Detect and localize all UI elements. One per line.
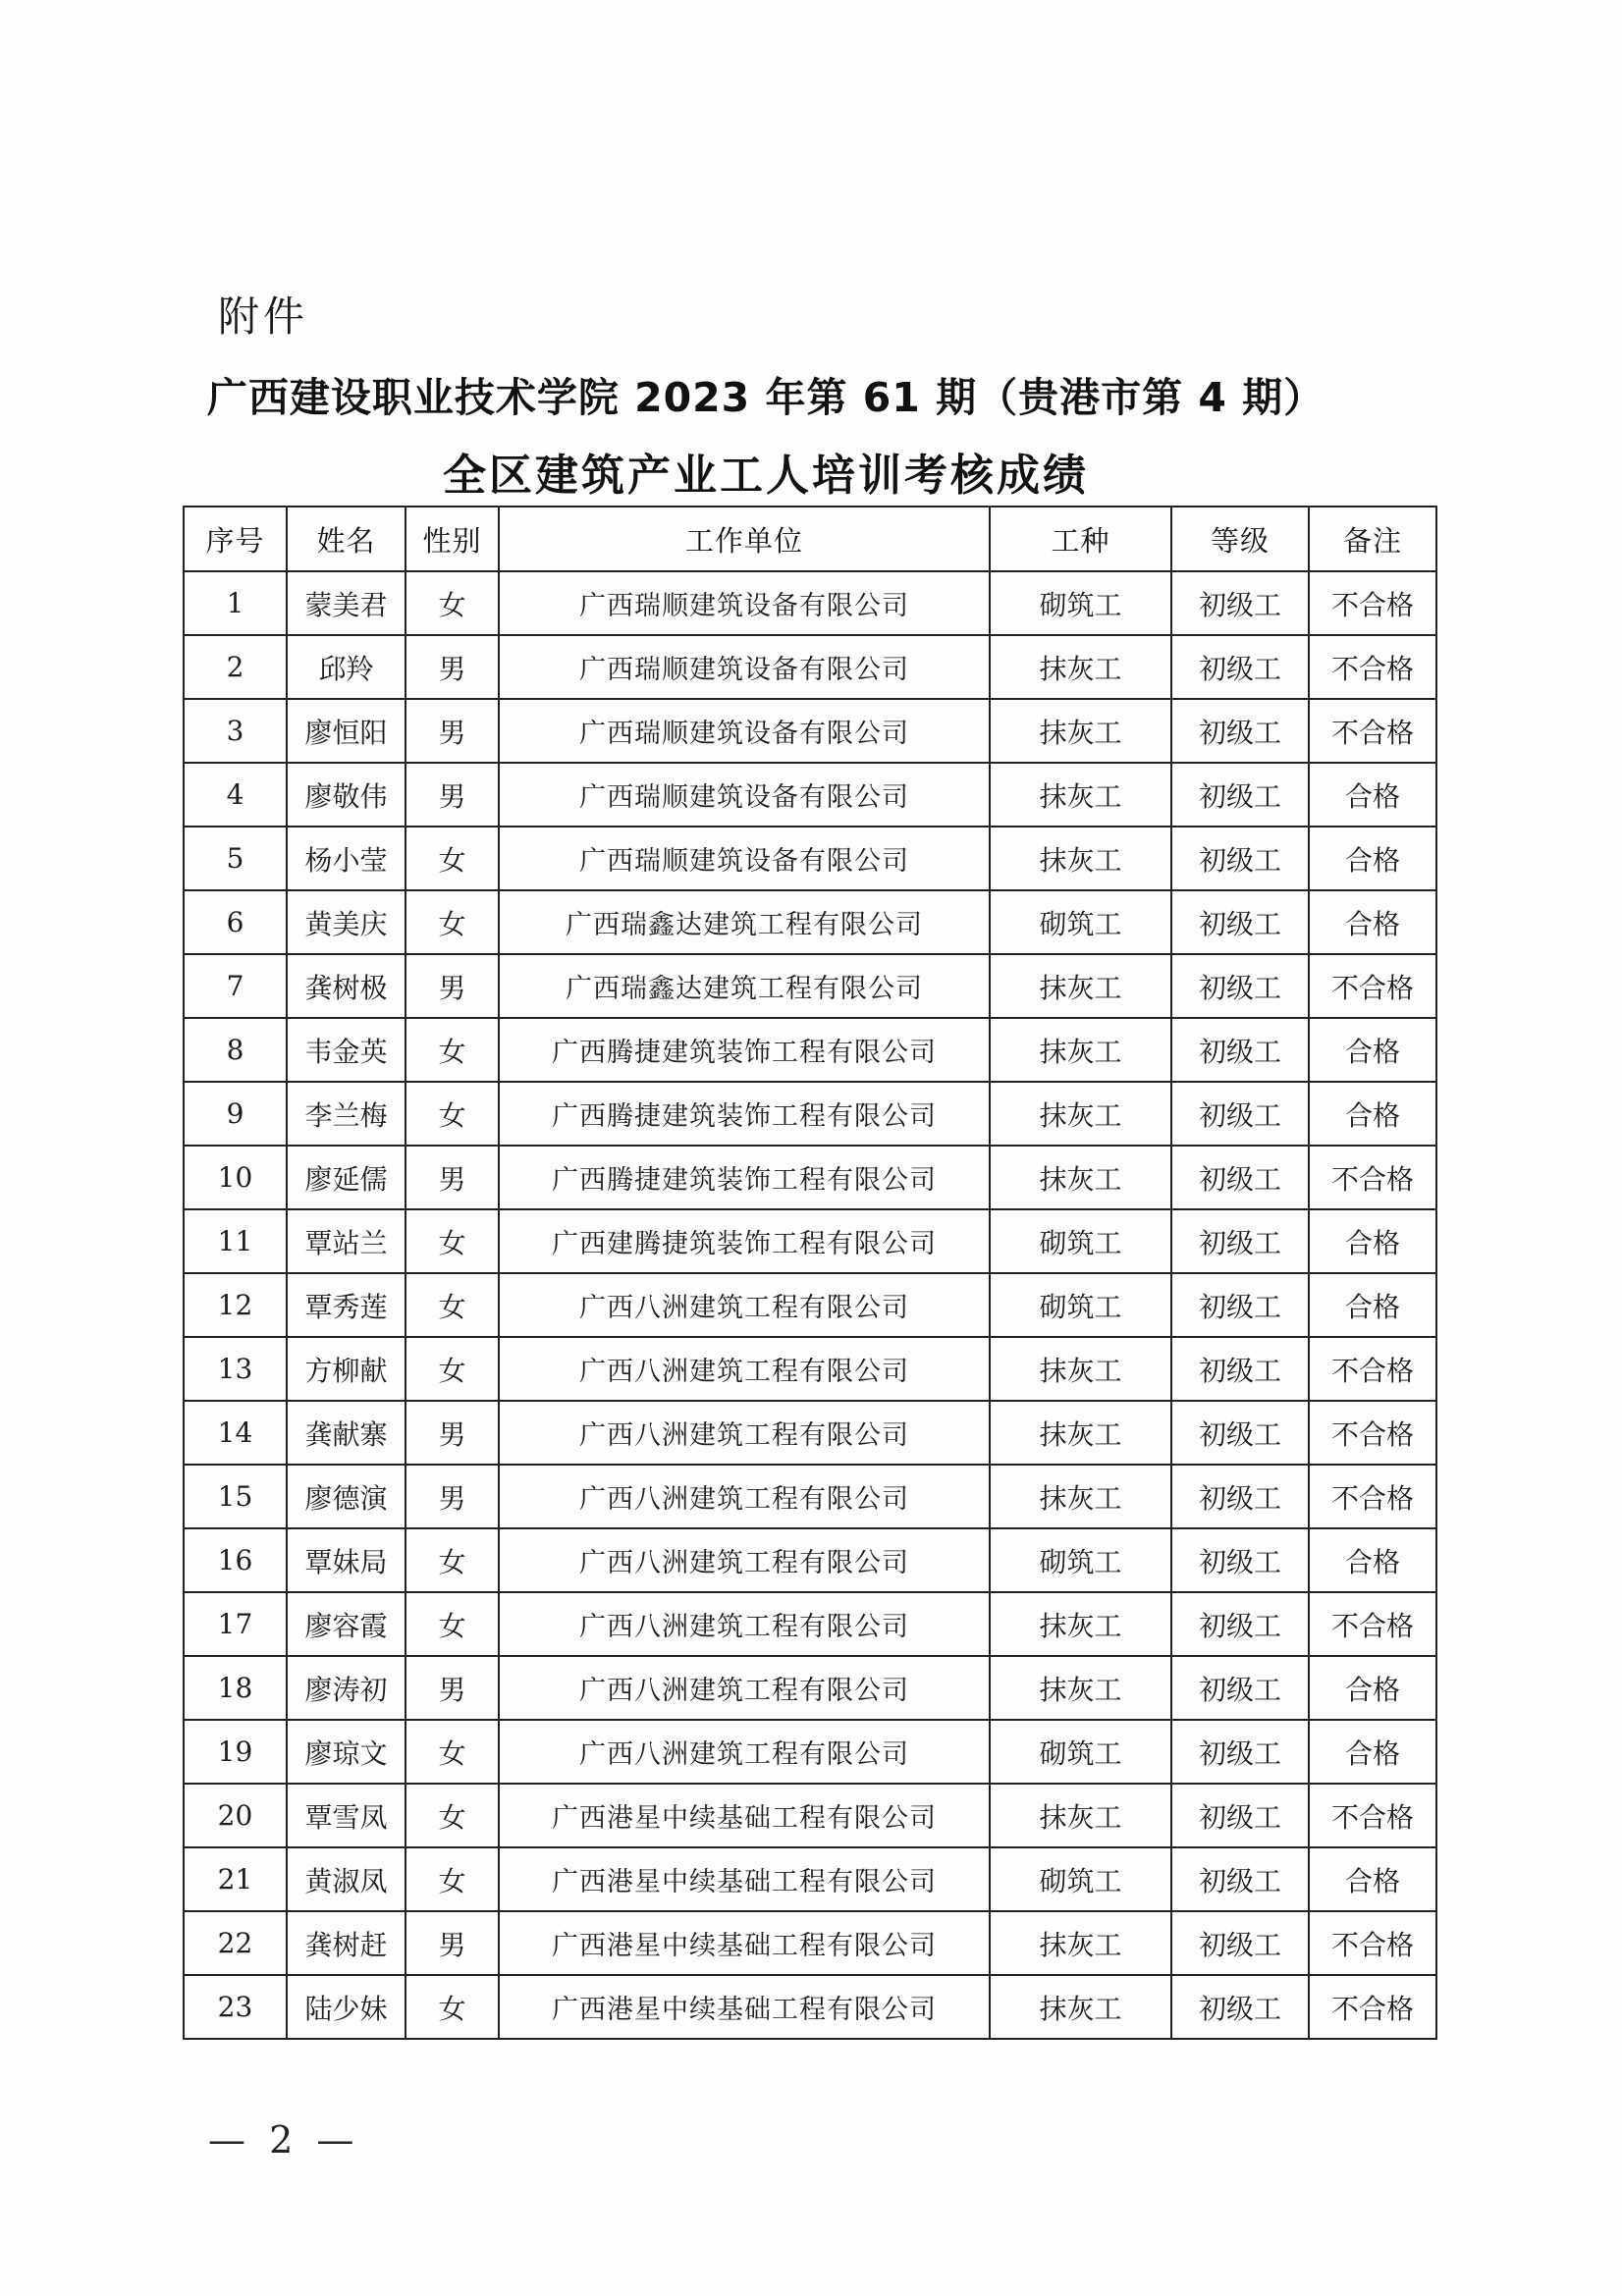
cell-remark: 不合格	[1309, 1784, 1436, 1847]
cell-level: 初级工	[1171, 827, 1309, 890]
table-row	[184, 1146, 1436, 1209]
cell-level: 初级工	[1171, 1401, 1309, 1465]
cell-trade: 抹灰工	[990, 1784, 1171, 1847]
cell-trade: 抹灰工	[990, 1465, 1171, 1528]
cell-company: 广西八洲建筑工程有限公司	[499, 1401, 990, 1465]
table-row	[184, 1273, 1436, 1337]
cell-serial: 21	[184, 1847, 287, 1911]
cell-gender: 男	[406, 1401, 499, 1465]
cell-trade: 抹灰工	[990, 827, 1171, 890]
table-row	[184, 1784, 1436, 1847]
cell-trade: 抹灰工	[990, 635, 1171, 699]
cell-gender: 女	[406, 1082, 499, 1146]
cell-gender: 男	[406, 1465, 499, 1528]
cell-trade: 抹灰工	[990, 1592, 1171, 1656]
cell-remark: 合格	[1309, 1720, 1436, 1784]
header-name: 姓名	[287, 507, 406, 571]
table-row	[184, 1528, 1436, 1592]
cell-remark: 不合格	[1309, 1337, 1436, 1401]
cell-gender: 女	[406, 1209, 499, 1273]
cell-remark: 不合格	[1309, 1465, 1436, 1528]
cell-serial: 19	[184, 1720, 287, 1784]
cell-trade: 抹灰工	[990, 1146, 1171, 1209]
cell-serial: 4	[184, 763, 287, 827]
cell-serial: 11	[184, 1209, 287, 1273]
cell-serial: 20	[184, 1784, 287, 1847]
cell-trade: 抹灰工	[990, 1337, 1171, 1401]
table-row	[184, 1656, 1436, 1720]
cell-company: 广西腾捷建筑装饰工程有限公司	[499, 1018, 990, 1082]
cell-gender: 男	[406, 1656, 499, 1720]
cell-gender: 男	[406, 1911, 499, 1975]
table-row	[184, 1337, 1436, 1401]
cell-level: 初级工	[1171, 1018, 1309, 1082]
cell-remark: 不合格	[1309, 1401, 1436, 1465]
cell-trade: 砌筑工	[990, 1273, 1171, 1337]
table-row	[184, 1975, 1436, 2039]
attachment-label: 附件	[218, 293, 309, 341]
cell-remark: 合格	[1309, 1082, 1436, 1146]
cell-remark: 不合格	[1309, 954, 1436, 1018]
cell-level: 初级工	[1171, 1656, 1309, 1720]
cell-name: 陆少妹	[287, 1975, 406, 2039]
cell-company: 广西八洲建筑工程有限公司	[499, 1465, 990, 1528]
cell-gender: 女	[406, 890, 499, 954]
cell-serial: 17	[184, 1592, 287, 1656]
cell-name: 廖延儒	[287, 1146, 406, 1209]
table-row	[184, 571, 1436, 635]
cell-gender: 女	[406, 1528, 499, 1592]
table-row	[184, 699, 1436, 763]
cell-trade: 砌筑工	[990, 1720, 1171, 1784]
cell-name: 廖涛初	[287, 1656, 406, 1720]
cell-level: 初级工	[1171, 763, 1309, 827]
header-gender: 性别	[406, 507, 499, 571]
cell-remark: 合格	[1309, 1847, 1436, 1911]
table-row	[184, 1720, 1436, 1784]
cell-level: 初级工	[1171, 890, 1309, 954]
cell-name: 方柳献	[287, 1337, 406, 1401]
cell-gender: 男	[406, 763, 499, 827]
cell-remark: 合格	[1309, 763, 1436, 827]
header-remark: 备注	[1309, 507, 1436, 571]
cell-remark: 合格	[1309, 1209, 1436, 1273]
cell-name: 覃站兰	[287, 1209, 406, 1273]
cell-trade: 抹灰工	[990, 699, 1171, 763]
cell-serial: 18	[184, 1656, 287, 1720]
table-row	[184, 954, 1436, 1018]
cell-level: 初级工	[1171, 571, 1309, 635]
cell-serial: 2	[184, 635, 287, 699]
cell-serial: 1	[184, 571, 287, 635]
cell-name: 龚树极	[287, 954, 406, 1018]
cell-serial: 16	[184, 1528, 287, 1592]
cell-trade: 砌筑工	[990, 571, 1171, 635]
cell-gender: 女	[406, 1018, 499, 1082]
cell-serial: 13	[184, 1337, 287, 1401]
cell-company: 广西瑞鑫达建筑工程有限公司	[499, 890, 990, 954]
cell-name: 龚树赶	[287, 1911, 406, 1975]
table-body	[184, 571, 1436, 2039]
cell-gender: 女	[406, 571, 499, 635]
cell-level: 初级工	[1171, 1847, 1309, 1911]
cell-level: 初级工	[1171, 1720, 1309, 1784]
cell-company: 广西港星中续基础工程有限公司	[499, 1975, 990, 2039]
cell-name: 覃雪凤	[287, 1784, 406, 1847]
cell-serial: 14	[184, 1401, 287, 1465]
cell-serial: 15	[184, 1465, 287, 1528]
table-header-row	[184, 507, 1436, 571]
cell-gender: 女	[406, 1784, 499, 1847]
cell-gender: 女	[406, 827, 499, 890]
cell-level: 初级工	[1171, 1337, 1309, 1401]
cell-remark: 合格	[1309, 1656, 1436, 1720]
cell-gender: 男	[406, 1146, 499, 1209]
cell-remark: 合格	[1309, 1018, 1436, 1082]
cell-company: 广西腾捷建筑装饰工程有限公司	[499, 1082, 990, 1146]
cell-gender: 女	[406, 1273, 499, 1337]
cell-level: 初级工	[1171, 635, 1309, 699]
cell-gender: 女	[406, 1592, 499, 1656]
page-number: — 2 —	[208, 2118, 360, 2162]
cell-company: 广西建腾捷筑装饰工程有限公司	[499, 1209, 990, 1273]
cell-trade: 砌筑工	[990, 1528, 1171, 1592]
cell-company: 广西腾捷建筑装饰工程有限公司	[499, 1146, 990, 1209]
cell-trade: 抹灰工	[990, 763, 1171, 827]
cell-company: 广西港星中续基础工程有限公司	[499, 1911, 990, 1975]
cell-level: 初级工	[1171, 954, 1309, 1018]
cell-company: 广西八洲建筑工程有限公司	[499, 1528, 990, 1592]
cell-gender: 女	[406, 1847, 499, 1911]
cell-trade: 砌筑工	[990, 1209, 1171, 1273]
score-table	[183, 506, 1437, 2040]
cell-name: 蒙美君	[287, 571, 406, 635]
cell-gender: 女	[406, 1337, 499, 1401]
cell-name: 黄美庆	[287, 890, 406, 954]
cell-level: 初级工	[1171, 1528, 1309, 1592]
cell-company: 广西八洲建筑工程有限公司	[499, 1656, 990, 1720]
table-row	[184, 635, 1436, 699]
cell-serial: 22	[184, 1911, 287, 1975]
cell-serial: 5	[184, 827, 287, 890]
cell-serial: 10	[184, 1146, 287, 1209]
cell-trade: 抹灰工	[990, 954, 1171, 1018]
cell-name: 廖恒阳	[287, 699, 406, 763]
table-row	[184, 1018, 1436, 1082]
cell-name: 廖德演	[287, 1465, 406, 1528]
cell-trade: 抹灰工	[990, 1082, 1171, 1146]
cell-company: 广西瑞顺建筑设备有限公司	[499, 699, 990, 763]
header-level: 等级	[1171, 507, 1309, 571]
cell-trade: 砌筑工	[990, 890, 1171, 954]
cell-company: 广西瑞鑫达建筑工程有限公司	[499, 954, 990, 1018]
header-trade: 工种	[990, 507, 1171, 571]
cell-company: 广西八洲建筑工程有限公司	[499, 1273, 990, 1337]
cell-level: 初级工	[1171, 1975, 1309, 2039]
cell-name: 廖敬伟	[287, 763, 406, 827]
cell-remark: 不合格	[1309, 1592, 1436, 1656]
table-row	[184, 1592, 1436, 1656]
document-title-line2: 全区建筑产业工人培训考核成绩	[443, 451, 1089, 501]
table-row	[184, 1911, 1436, 1975]
cell-name: 廖容霞	[287, 1592, 406, 1656]
table-row	[184, 827, 1436, 890]
header-company: 工作单位	[499, 507, 990, 571]
table-row	[184, 1465, 1436, 1528]
cell-remark: 合格	[1309, 1528, 1436, 1592]
cell-level: 初级工	[1171, 1146, 1309, 1209]
cell-company: 广西瑞顺建筑设备有限公司	[499, 763, 990, 827]
cell-company: 广西八洲建筑工程有限公司	[499, 1592, 990, 1656]
cell-serial: 12	[184, 1273, 287, 1337]
cell-company: 广西港星中续基础工程有限公司	[499, 1847, 990, 1911]
cell-trade: 抹灰工	[990, 1018, 1171, 1082]
cell-level: 初级工	[1171, 1592, 1309, 1656]
cell-name: 李兰梅	[287, 1082, 406, 1146]
cell-remark: 不合格	[1309, 635, 1436, 699]
cell-serial: 8	[184, 1018, 287, 1082]
table-row	[184, 1209, 1436, 1273]
cell-trade: 抹灰工	[990, 1911, 1171, 1975]
cell-remark: 不合格	[1309, 1975, 1436, 2039]
cell-company: 广西八洲建筑工程有限公司	[499, 1720, 990, 1784]
cell-serial: 23	[184, 1975, 287, 2039]
table-row	[184, 1401, 1436, 1465]
header-serial: 序号	[184, 507, 287, 571]
cell-remark: 不合格	[1309, 571, 1436, 635]
cell-trade: 抹灰工	[990, 1656, 1171, 1720]
table-row	[184, 1082, 1436, 1146]
cell-name: 韦金英	[287, 1018, 406, 1082]
cell-level: 初级工	[1171, 1273, 1309, 1337]
cell-name: 黄淑凤	[287, 1847, 406, 1911]
cell-level: 初级工	[1171, 699, 1309, 763]
cell-remark: 合格	[1309, 827, 1436, 890]
table-row	[184, 890, 1436, 954]
cell-name: 邱羚	[287, 635, 406, 699]
cell-company: 广西八洲建筑工程有限公司	[499, 1337, 990, 1401]
cell-remark: 合格	[1309, 1273, 1436, 1337]
cell-serial: 3	[184, 699, 287, 763]
cell-gender: 女	[406, 1975, 499, 2039]
cell-company: 广西瑞顺建筑设备有限公司	[499, 635, 990, 699]
cell-gender: 男	[406, 635, 499, 699]
cell-gender: 女	[406, 1720, 499, 1784]
cell-gender: 男	[406, 699, 499, 763]
cell-level: 初级工	[1171, 1784, 1309, 1847]
cell-level: 初级工	[1171, 1209, 1309, 1273]
table-row	[184, 1847, 1436, 1911]
cell-serial: 6	[184, 890, 287, 954]
cell-trade: 砌筑工	[990, 1847, 1171, 1911]
cell-level: 初级工	[1171, 1082, 1309, 1146]
cell-company: 广西瑞顺建筑设备有限公司	[499, 827, 990, 890]
cell-gender: 男	[406, 954, 499, 1018]
cell-serial: 7	[184, 954, 287, 1018]
cell-name: 杨小莹	[287, 827, 406, 890]
cell-name: 覃秀莲	[287, 1273, 406, 1337]
cell-name: 覃妹局	[287, 1528, 406, 1592]
table-row	[184, 763, 1436, 827]
cell-company: 广西港星中续基础工程有限公司	[499, 1784, 990, 1847]
cell-remark: 不合格	[1309, 1911, 1436, 1975]
cell-remark: 不合格	[1309, 699, 1436, 763]
cell-level: 初级工	[1171, 1465, 1309, 1528]
cell-trade: 抹灰工	[990, 1975, 1171, 2039]
cell-name: 廖琼文	[287, 1720, 406, 1784]
cell-name: 龚献寨	[287, 1401, 406, 1465]
cell-remark: 合格	[1309, 890, 1436, 954]
cell-serial: 9	[184, 1082, 287, 1146]
cell-trade: 抹灰工	[990, 1401, 1171, 1465]
cell-level: 初级工	[1171, 1911, 1309, 1975]
document-title-line1: 广西建设职业技术学院 2023 年第 61 期（贵港市第 4 期）	[206, 374, 1325, 421]
cell-remark: 不合格	[1309, 1146, 1436, 1209]
cell-company: 广西瑞顺建筑设备有限公司	[499, 571, 990, 635]
